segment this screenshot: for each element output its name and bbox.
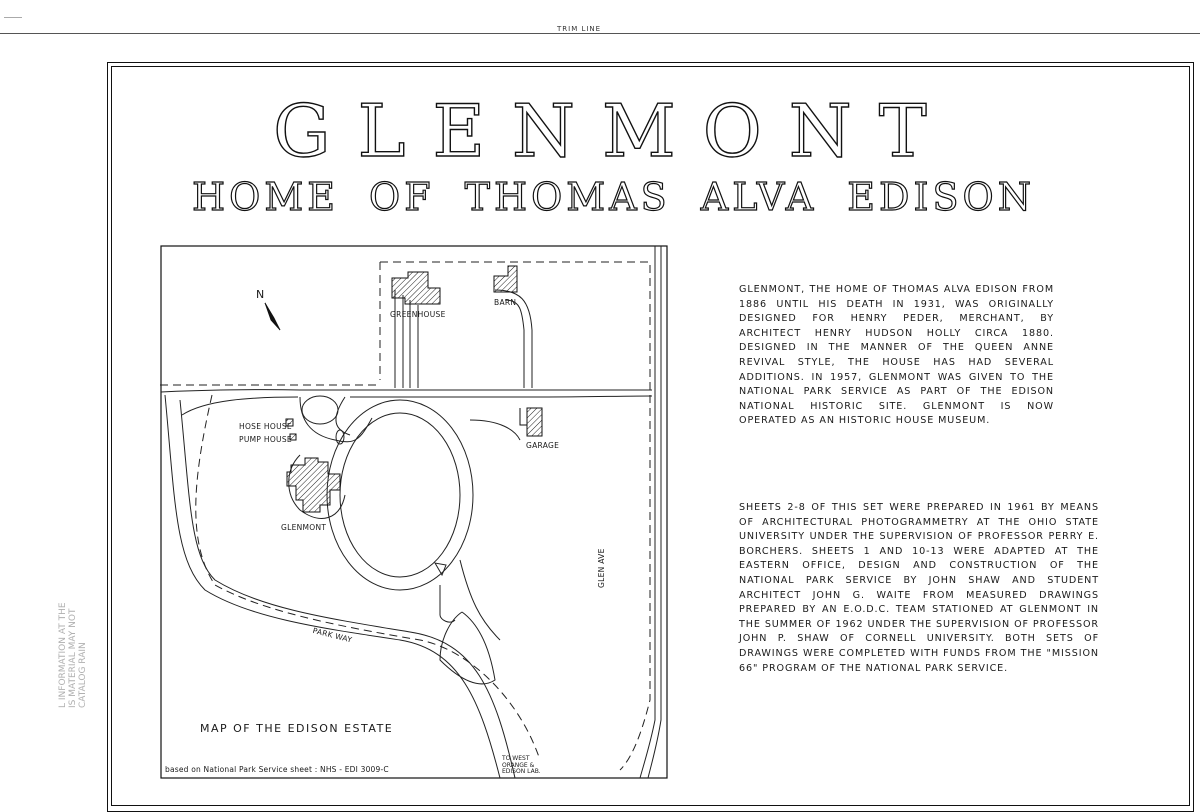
north-label: N [256, 288, 265, 301]
greenhouse-building [392, 272, 440, 304]
park-way-label: PARK WAY [311, 626, 354, 645]
map-source-note: based on National Park Service sheet : NHS - EDI 3009-C [165, 765, 389, 774]
north-arrow [265, 303, 280, 330]
trim-line-label: TRIM LINE [557, 25, 602, 33]
sheet-subtitle: HOME OF THOMAS ALVA EDISON [192, 175, 1035, 219]
garage-label: GARAGE [526, 441, 560, 450]
to-west-orange-label: TO WEST ORANGE & EDISON LAB. [502, 755, 541, 775]
map-title: MAP OF THE EDISON ESTATE [200, 722, 394, 735]
park-way-road [165, 395, 500, 778]
pump-house-label: PUMP HOUSE [239, 435, 292, 444]
credits-paragraph: SHEETS 2-8 OF THIS SET WERE PREPARED IN 1961 BY MEANS OF ARCHITECTURAL PHOTOGRAMMETRY AT THE OHIO STATE UNIVERSITY UNDER THE SUPERVISION OF PROFESSOR PERRY E. BORCHERS. SHEETS 1 AND 10-13 WERE ADAPTED AT THE EASTERN OFFICE, DESIGN AND CONSTRUCTION OF THE NATIONAL PARK SERVICE BY JOHN SHAW AND STUDENT ARCHITECT JOHN G. WAITE FROM MEASURED DRAWINGS PREPARED BY AN E.O.D.C. TEAM STATIONED AT GLENMONT IN THE SUMMER OF 1962 UNDER THE SUPERVISION OF PROFESSOR JOHN P. SHAW OF CORNELL UNIVERSITY. BOTH SETS OF DRAWINGS WERE COMPLETED WITH FUNDS FROM THE "MISSION 66" PROGRAM OF THE NATIONAL PARK SERVICE. [739, 502, 1099, 674]
barn-building [494, 266, 517, 292]
garage-building [527, 408, 542, 436]
glenmont-label: GLENMONT [281, 523, 327, 532]
circular-drive-outer [327, 400, 473, 590]
glen-ave-road [640, 246, 655, 778]
property-boundary-lower [196, 395, 540, 760]
glen-ave-label: GLEN AVE [597, 548, 606, 588]
history-paragraph: GLENMONT, THE HOME OF THOMAS ALVA EDISON FROM 1886 UNTIL HIS DEATH IN 1931, WAS ORIGINALLY DESIGNED FOR HENRY PEDER, MERCHANT, BY ARCHITECT HENRY HUDSON HOLLY CIRCA 1880. DESIGNED IN THE MANNER OF THE QUEEN ANNE REVIVAL STYLE, THE HOUSE HAS HAD SEVERAL ADDITIONS. IN 1957, GLENMONT WAS GIVEN TO THE NATIONAL PARK SERVICE AS PART OF THE EDISON NATIONAL HISTORIC SITE. GLENMONT IS NOW OPERATED AS AN HISTORIC HOUSE MUSEUM. [739, 284, 1054, 427]
sheet-title: GLENMONT [273, 89, 954, 173]
upper-drive [161, 390, 652, 392]
hose-house-label: HOSE HOUSE [239, 422, 292, 431]
margin-stamp-text: L INFORMATION AT THE IS MATERIAL MAY NOT CATALOG RAIN [58, 602, 88, 708]
map-frame [161, 246, 667, 778]
property-boundary-line [160, 262, 650, 770]
barn-label: BARN [494, 298, 517, 307]
greenhouse-label: GREENHOUSE [390, 310, 446, 319]
